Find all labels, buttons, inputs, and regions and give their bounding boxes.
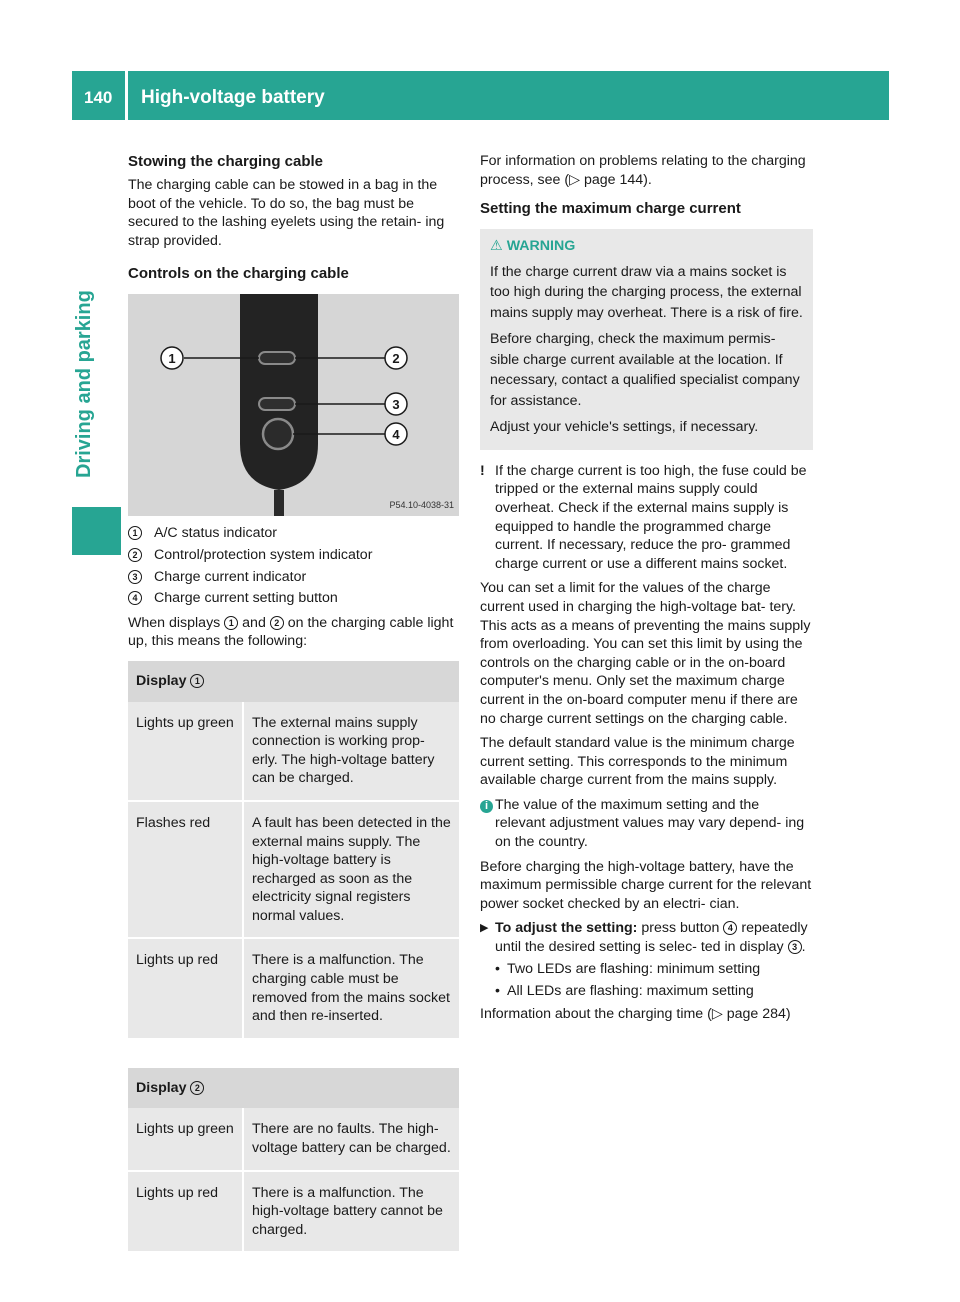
- legend-number: 4: [128, 591, 142, 605]
- warning-text: If the charge current draw via a mains socket is too high during the charging process, the external mains supply may overheat. There is a risk of fire.: [490, 263, 803, 321]
- caution-note: ! If the charge current is too high, the fuse could be tripped or the external mains supply could overheat. Check if the external mains supply is equipped to handle the programmed charge current. If necessary, reduce the pro- grammed charge current or use a different mains socket.: [480, 462, 807, 572]
- side-tab-label: Driving and parking: [73, 290, 95, 478]
- bullet-icon: •: [495, 983, 500, 1000]
- table-row: Lights up red There is a malfunction. The charging cable must be removed from the mains socket and then re-inserted.: [128, 938, 459, 1038]
- info-icon: i: [480, 800, 493, 813]
- legend-item: [128, 589, 459, 608]
- table-row: Lights up green There are no faults. The high- voltage battery can be charged.: [128, 1108, 459, 1170]
- legend-text: Control/protection system indicator: [154, 546, 373, 563]
- charging-time-text: Information about the charging time (▷ page 284): [480, 1005, 791, 1022]
- legend-number: 1: [128, 526, 142, 540]
- legend-item: [128, 524, 459, 543]
- legend-number: 3: [128, 570, 142, 584]
- limit-text: You can set a limit for the values of the charge current used in charging the high-voltage bat- tery. This acts as a means of preventing the mains supply from overloading. You can set this limit by using the controls on the charging cable or in the on-board computer's menu. Only set the maximum charge current in the on-board computer menu if there are no charge current settings on the charging cable.: [480, 580, 811, 727]
- table-row: Lights up red There is a malfunction. The high-voltage battery cannot be charged.: [128, 1171, 459, 1253]
- warning-box: [480, 229, 813, 450]
- instruction-arrow-icon: ▶: [480, 922, 489, 935]
- table-row: Flashes red A fault has been detected in the external mains supply. The high-voltage battery is recharged as soon as the electricity signal registers normal values.: [128, 801, 459, 939]
- display-2-table: [128, 1068, 459, 1254]
- legend-text: Charge current setting button: [154, 590, 338, 607]
- legend-item: [128, 568, 459, 587]
- warning-title: ⚠ WARNING: [490, 238, 576, 255]
- legend-text: Charge current indicator: [154, 568, 307, 585]
- legend-number: 2: [128, 548, 142, 562]
- default-text: The default standard value is the minimum charge current setting. This corresponds to the minimum available charge current from the mains supply.: [480, 735, 795, 789]
- callout-3: [385, 393, 407, 415]
- svg-text:3: 3: [392, 397, 400, 413]
- list-item: • All LEDs are flashing: maximum setting: [495, 983, 754, 1000]
- table-header: Display 1: [128, 661, 459, 702]
- table-header: Display 2: [128, 1068, 459, 1109]
- info-note: i The value of the maximum setting and the relevant adjustment values may vary depend- ing on the country.: [480, 796, 813, 852]
- left-column: [128, 152, 459, 1253]
- caution-icon: !: [480, 462, 485, 479]
- bullet-icon: •: [495, 960, 500, 977]
- problems-text: For information on problems relating to the charging process, see (▷ page 144).: [480, 153, 806, 188]
- figure-code: P54.10-4038-31: [389, 500, 454, 511]
- warning-text: Adjust your vehicle's settings, if necessary.: [490, 419, 759, 436]
- max-current-heading: Setting the maximum charge current: [480, 200, 741, 218]
- stowing-text: The charging cable can be stowed in a bag in the boot of the vehicle. To do so, the bag must be secured to the lashing eyelets using the retain- ing strap provided.: [128, 177, 445, 249]
- callout-1: [161, 347, 183, 369]
- legend-list: [128, 524, 459, 607]
- list-item: • Two LEDs are flashing: minimum setting: [495, 960, 761, 977]
- charging-cable-illustration: [128, 294, 459, 516]
- display-1-table: [128, 661, 459, 1040]
- before-text: Before charging the high-voltage battery, have the maximum permissible charge current for the relevant power socket checked by an electri- cian.: [480, 858, 812, 912]
- legend-item: [128, 546, 459, 565]
- warning-text: Before charging, check the maximum permis- sible charge current available at the location. If necessary, contact a qualified specialist company for assistance.: [490, 331, 800, 409]
- instruction-step: ▶ To adjust the setting: press button 4 repeatedly until the desired setting is selec- ted in display 3 .: [480, 920, 808, 956]
- header-divider: [125, 71, 128, 120]
- controls-heading: Controls on the charging cable: [128, 265, 349, 283]
- displays-intro: When displays 1 and 2 on the charging cable light up, this means the following:: [128, 614, 454, 650]
- side-tab-marker: [72, 507, 121, 555]
- callout-4: [385, 423, 407, 445]
- warning-icon: ⚠: [490, 238, 503, 255]
- page-title: High-voltage battery: [141, 87, 325, 108]
- svg-text:2: 2: [392, 351, 400, 367]
- right-column: [480, 152, 813, 1029]
- charging-cable-figure: [128, 294, 459, 516]
- table-row: Lights up green The external mains supply connection is working prop- erly. The high-voltage battery can be charged.: [128, 702, 459, 801]
- legend-text: A/C status indicator: [154, 525, 278, 542]
- svg-text:4: 4: [392, 427, 400, 443]
- page-number: 140: [84, 88, 113, 107]
- stowing-heading: Stowing the charging cable: [128, 153, 324, 170]
- callout-2: [385, 347, 407, 369]
- svg-text:1: 1: [168, 351, 176, 367]
